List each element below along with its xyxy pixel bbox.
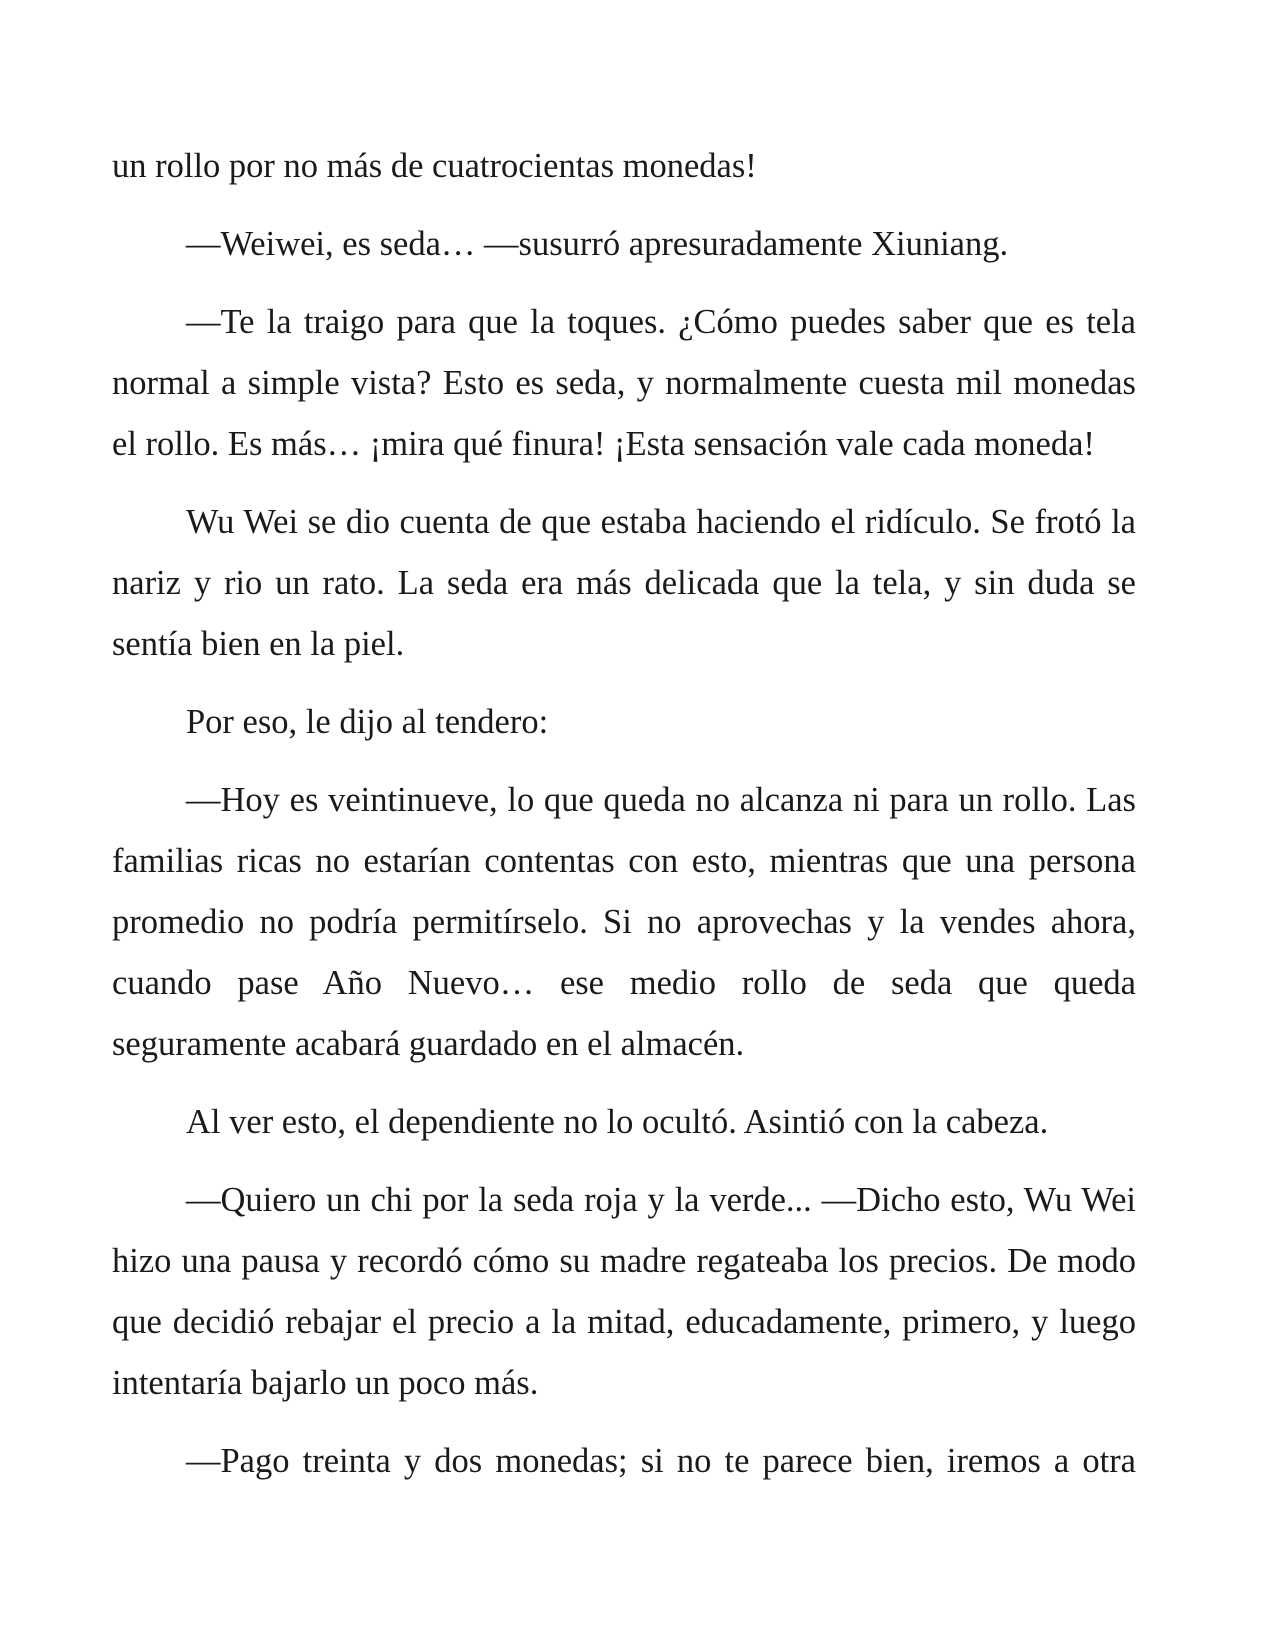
paragraph: —Quiero un chi por la seda roja y la verde... —Dicho esto, Wu Wei hizo una pausa y recordó cómo su madre regateaba los precios. De modo que decidió rebajar el precio a la mitad, educadamente, primero, y luego intentaría bajarlo un poco más. bbox=[112, 1181, 1136, 1402]
paragraph: —Te la traigo para que la toques. ¿Cómo puedes saber que es tela normal a simple vista? Esto es seda, y normalmente cuesta mil monedas el rollo. Es más… ¡mira qué finura! ¡Esta sensación vale cada moneda! bbox=[112, 303, 1136, 463]
paragraph: un rollo por no más de cuatrocientas monedas! bbox=[112, 147, 757, 185]
document-page bbox=[112, 136, 1136, 1509]
paragraph: Al ver esto, el dependiente no lo ocultó. Asintió con la cabeza. bbox=[186, 1103, 1049, 1141]
paragraph: —Pago treinta y dos monedas; si no te parece bien, iremos a otra bbox=[186, 1442, 1136, 1480]
paragraph: Wu Wei se dio cuenta de que estaba haciendo el ridículo. Se frotó la nariz y rio un rato. La seda era más delicada que la tela, y sin duda se sentía bien en la piel. bbox=[112, 503, 1136, 663]
paragraph: —Hoy es veintinueve, lo que queda no alcanza ni para un rollo. Las familias ricas no estarían contentas con esto, mientras que una persona promedio no podría permitírselo. Si no aprovechas y la vendes ahora, cuando pase Año Nuevo… ese medio rollo de seda que queda seguramente acabará guardado en el almacén. bbox=[112, 781, 1136, 1063]
paragraph: —Weiwei, es seda… —susurró apresuradamente Xiuniang. bbox=[186, 225, 1009, 263]
paragraph: Por eso, le dijo al tendero: bbox=[186, 703, 549, 741]
